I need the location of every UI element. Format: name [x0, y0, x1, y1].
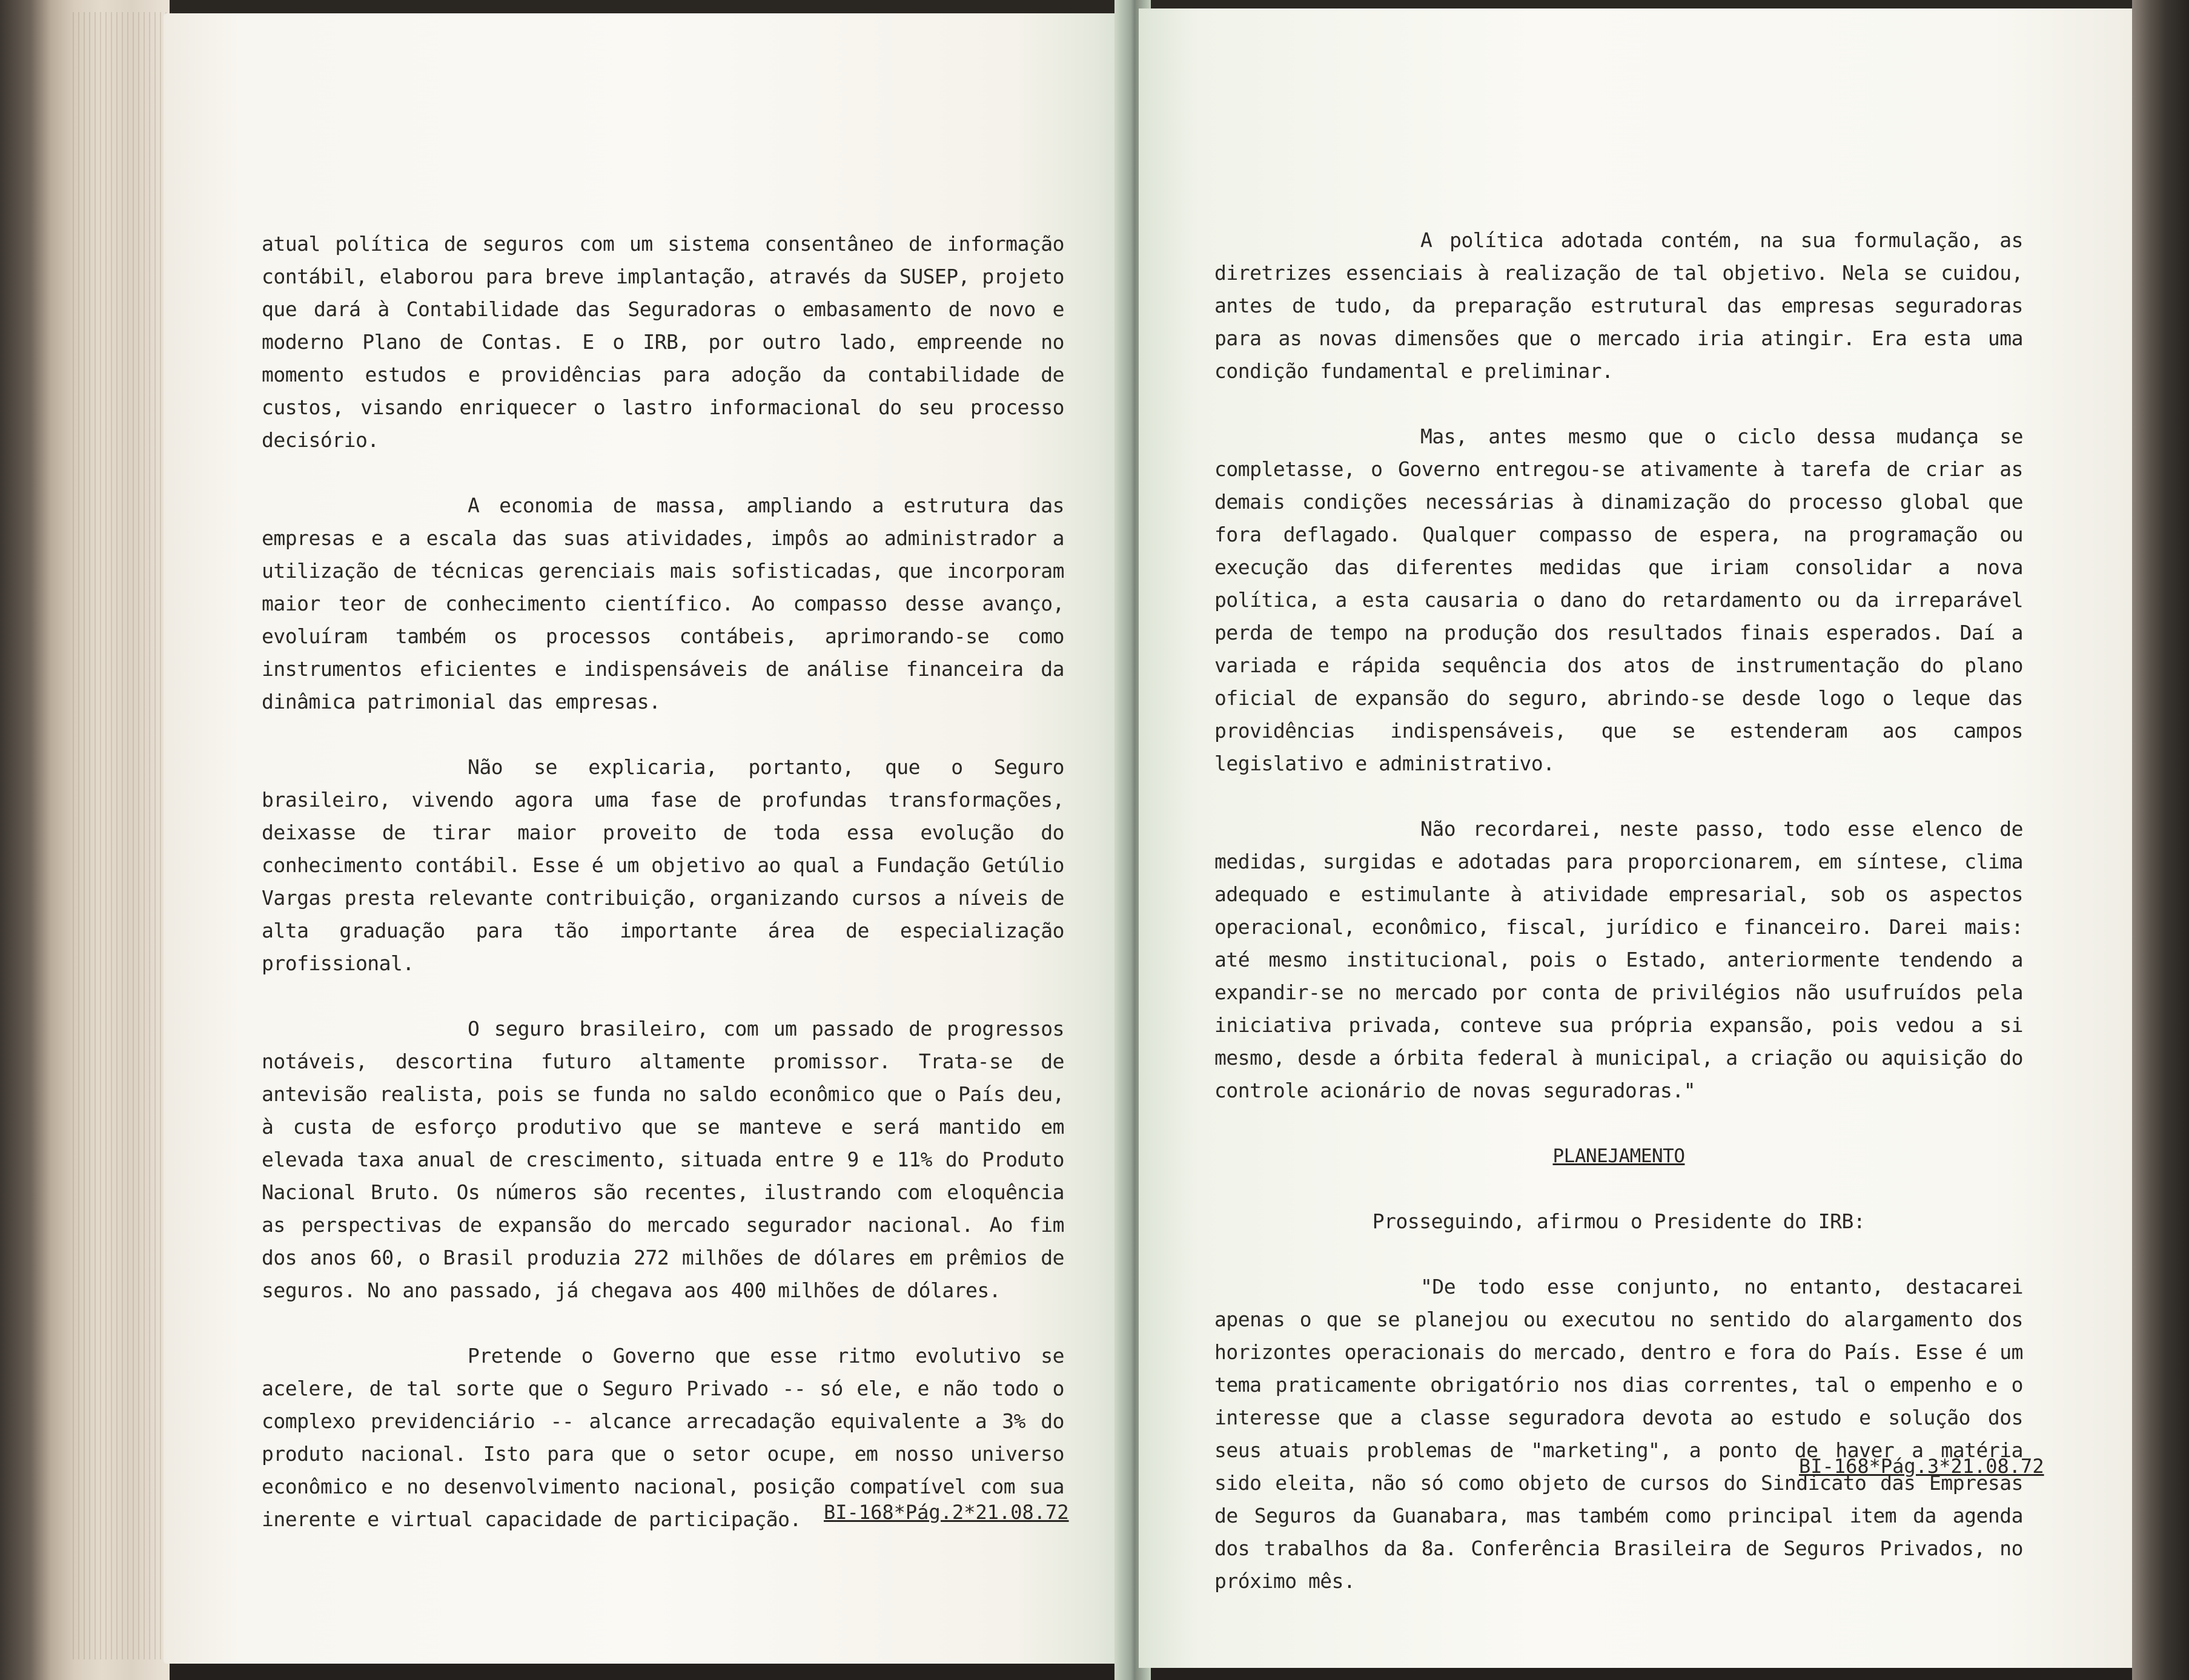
left-paragraph-5: Pretende o Governo que esse ritmo evolutivo se acelere, de tal sorte que o Seguro Privado -- só ele, e não todo o complexo previdenciário -- alcance arrecadação equivalente a 3% do produto nacional. Isto para que o setor ocupe, em nosso universo econômico e no desenvolvimento nacional, posição compatível com sua inerente e virtual capacidade de participação.: [262, 1344, 1064, 1531]
right-paragraph-3: Não recordarei, neste passo, todo esse elenco de medidas, surgidas e adotadas para proporcionarem, em síntese, clima adequado e estimulante à atividade empresarial, sob os aspectos operacional, econômico, fiscal, jurídico e financeiro. Darei mais: até mesmo institucional, pois o Estado, anteriormente tendendo a expandir-se no mercado por conta de privilégios não usufruídos pela iniciativa privada, conteve sua própria expansão, pois vedou a si mesmo, desde a órbita federal à municipal, a criação ou aquisição do controle acionário de novas seguradoras.": [1214, 817, 2023, 1102]
left-paragraph-2: A economia de massa, ampliando a estrutura das empresas e a escala das suas atividades, impôs ao administrador a utilização de técnicas gerenciais mais sofisticadas, que incorporam maior teor de conhecimento científico. Ao compasso desse avanço, evoluíram também os processos contábeis, aprimorando-se como instrumentos eficientes e indispensáveis de análise financeira da dinâmica patrimonial das empresas.: [262, 494, 1064, 713]
right-paragraph-2: Mas, antes mesmo que o ciclo dessa mudança se completasse, o Governo entregou-se ativamente à tarefa de criar as demais condições necessárias à dinamização do processo global que fora deflagado. Qualquer compasso de espera, na programação ou execução das diferentes medidas que iriam consolidar a nova política, a esta causaria o dano do retardamento ou da irreparável perda de tempo na produção dos resultados finais esperados. Daí a variada e rápida sequência dos atos de instrumentação do plano oficial de expansão do seguro, abrindo-se desde logo o leque das providências indispensáveis, que se estenderam aos campos legislativo e administrativo.: [1214, 425, 2023, 775]
right-closing-paragraph: "De todo esse conjunto, no entanto, destacarei apenas o que se planejou ou executou no sentido do alargamento dos horizontes operacionais do mercado, dentro e fora do País. Esse é um tema praticamente obrigatório nos dias correntes, tal o empenho e o interesse que a classe seguradora devota ao estudo e solução dos seus atuais problemas de "marketing", a ponto de haver a matéria sido eleita, não só como objeto de cursos do Sindicato das Empresas de Seguros da Guanabara, mas também como principal item da agenda dos trabalhos da 8a. Conferência Brasileira de Seguros Privados, no próximo mês.: [1214, 1275, 2023, 1593]
page-edges: [73, 12, 176, 1659]
right-paragraph-1: A política adotada contém, na sua formulação, as diretrizes essenciais à realização de tal objetivo. Nela se cuidou, antes de tudo, da preparação estrutural das empresas seguradoras para as novas dimensões que o mercado iria atingir. Era esta uma condição fundamental e preliminar.: [1214, 228, 2023, 383]
right-page-text: [1214, 224, 2023, 1630]
left-page-footer: BI-168*Pág.2*21.08.72: [824, 1501, 1069, 1524]
right-page-footer: BI-168*Pág.3*21.08.72: [1799, 1455, 2044, 1478]
book-cover-edge-right: [2132, 0, 2189, 1680]
section-heading-planejamento: PLANEJAMENTO: [1552, 1145, 1685, 1167]
left-paragraph-4: O seguro brasileiro, com um passado de progressos notáveis, descortina futuro altamente promissor. Trata-se de antevisão realista, pois se funda no saldo econômico que o País deu, à custa de esforço produtivo que se manteve e será mantido em elevada taxa anual de crescimento, situada entre 9 e 11% do Produto Nacional Bruto. Os números são recentes, ilustrando com eloquência as perspectivas de expansão do mercado segurador nacional. Ao fim dos anos 60, o Brasil produzia 272 milhões de dólares em prêmios de seguros. No ano passado, já chegava aos 400 milhões de dólares.: [262, 1017, 1064, 1302]
intro-line: Prosseguindo, afirmou o Presidente do IRB:: [1372, 1209, 1866, 1233]
left-paragraph-1: atual política de seguros com um sistema consentâneo de informação contábil, elaborou para breve implantação, através da SUSEP, projeto que dará à Contabilidade das Seguradoras o embasamento de novo e moderno Plano de Contas. E o IRB, por outro lado, empreende no momento estudos e providências para adoção da contabilidade de custos, visando enriquecer o lastro informacional do seu processo decisório.: [262, 232, 1064, 452]
left-page-text: [262, 228, 1064, 1569]
left-paragraph-3: Não se explicaria, portanto, que o Seguro brasileiro, vivendo agora uma fase de profundas transformações, deixasse de tirar maior proveito de toda essa evolução do conhecimento contábil. Esse é um objetivo ao qual a Fundação Getúlio Vargas presta relevante contribuição, organizando cursos a níveis de alta graduação para tão importante área de especialização profissional.: [262, 755, 1064, 975]
